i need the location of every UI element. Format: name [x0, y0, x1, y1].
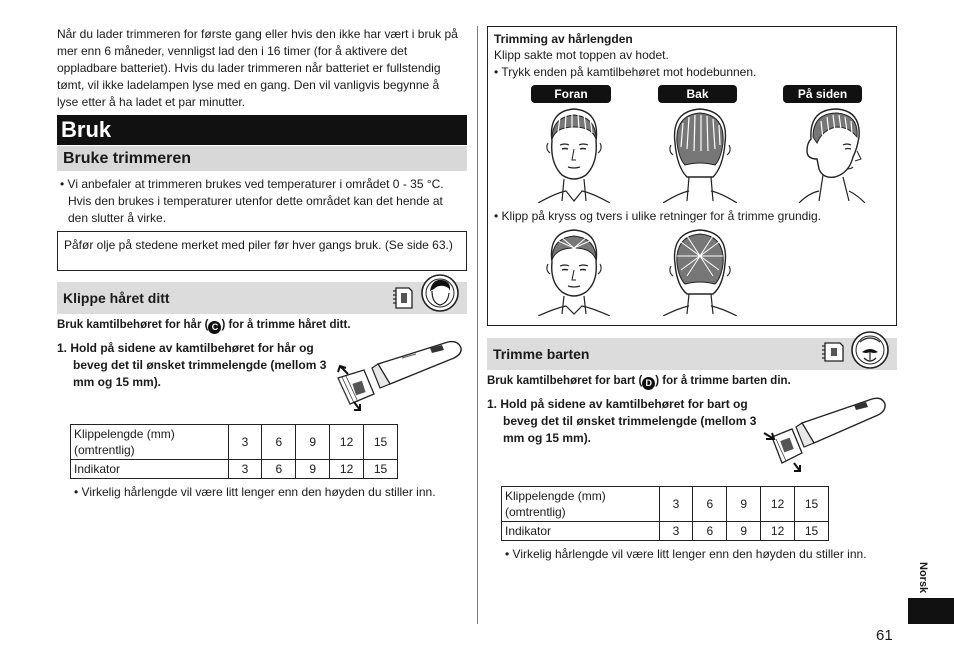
temperature-note: • Vi anbefaler at trimmeren brukes ved temperaturer i området 0 - 35 °C. Hvis den brukes i temperaturer utenfor dette området kan det hende at den slutter å virke.: [60, 177, 444, 225]
temperature-note-text: Vi anbefaler at trimmeren brukes ved temperaturer i området 0 - 35 °C. Hvis den brukes i temperaturer utenfor dette området kan det hende at den slutter å virke.: [67, 177, 444, 225]
beard-step-1: 1. Hold på sidene av kamtilbehøret for bart og beveg det til ønsket trimmelengde (mellom 3 mm og 15 mm).: [487, 397, 757, 445]
beard-length-table: [501, 486, 829, 541]
hair-instruction: [57, 318, 467, 334]
label-front: Foran: [531, 85, 611, 103]
trimming-line-2: • Trykk enden på kamtilbehøret mot hodebunnen.: [494, 65, 757, 79]
badge-d-icon: D: [642, 377, 655, 390]
beard-instruction: [487, 374, 897, 390]
table-cell: 6: [262, 425, 296, 460]
head-back-illustration: [663, 103, 737, 203]
hair-trimmer-illustration: [330, 338, 465, 418]
table-row-label: Indikator: [502, 522, 660, 541]
hair-footnote: • Virkelig hårlengde vil være litt lenger enn den høyden du stiller inn.: [74, 485, 436, 499]
table-cell: 9: [296, 425, 330, 460]
head-cross-back-illustration: [663, 226, 737, 316]
trimming-title: Trimming av hårlengden: [494, 32, 633, 46]
table-cell: 9: [727, 487, 761, 522]
table-row: [502, 522, 829, 541]
trimming-line-3: • Klipp på kryss og tvers i ulike retninger for å trimme grundig.: [494, 209, 822, 223]
beard-face-icon: [848, 330, 892, 370]
hair-footnote-text: Virkelig hårlengde vil være litt lenger enn den høyden du stiller inn.: [81, 485, 436, 499]
head-front-illustration: [538, 103, 610, 203]
beard-section-title-text: Trimme barten: [493, 346, 590, 362]
table-cell: 12: [330, 425, 364, 460]
oil-note-box: [57, 231, 467, 271]
head-cross-front-illustration: [538, 226, 610, 316]
trimming-line-2-text: Trykk enden på kamtilbehøret mot hodebunnen.: [501, 65, 757, 79]
hair-step-1: 1. Hold på sidene av kamtilbehøret for hår og beveg det til ønsket trimmelengde (mellom 3 mm og 15 mm).: [57, 341, 327, 389]
page-number: 61: [876, 627, 893, 644]
beard-instruction-post: ) for å trimme barten din.: [655, 375, 791, 387]
table-cell: 12: [761, 522, 795, 541]
hair-section-title-text: Klippe håret ditt: [63, 290, 170, 306]
language-tab-label: Norsk: [917, 562, 929, 594]
table-cell: 3: [228, 425, 262, 460]
table-cell: 15: [364, 425, 398, 460]
badge-c-icon: C: [208, 321, 221, 334]
table-row-label: Indikator: [71, 460, 229, 479]
trimming-line-3-text: Klipp på kryss og tvers i ulike retninger for å trimme grundig.: [501, 209, 822, 223]
table-cell: 12: [330, 460, 364, 479]
table-cell: 9: [727, 522, 761, 541]
hair-instruction-pre: Bruk kamtilbehøret for hår (: [57, 319, 209, 331]
hair-instruction-post: ) for å trimme håret ditt.: [221, 319, 351, 331]
table-cell: 3: [659, 522, 693, 541]
table-cell: 12: [761, 487, 795, 522]
beard-footnote: • Virkelig hårlengde vil være litt lenger enn den høyden du stiller inn.: [505, 547, 867, 561]
intro-paragraph: Når du lader trimmeren for første gang eller hvis den ikke har vært i bruk på mer enn 6 måneder, vennligst lad den i 16 timer (for å aktivere det oppladbare batteriet). Hvis du lader trimmeren når batteriet er fullstendig tømt, vil ikke ladelampen lyse med en gang. Den vil vanligvis begynne å lyse etter å ha ladet et par minutter.: [57, 27, 458, 109]
table-cell: 15: [364, 460, 398, 479]
subsection-title: Bruke trimmeren: [57, 146, 467, 171]
oil-note-text: Påfør olje på stedene merket med piler før hver gangs bruk. (Se side 63.): [64, 238, 453, 252]
label-back: Bak: [658, 85, 737, 103]
beard-trimmer-illustration: [762, 393, 890, 475]
beard-footnote-text: Virkelig hårlengde vil være litt lenger enn den høyden du stiller inn.: [512, 547, 867, 561]
table-cell: 3: [228, 460, 262, 479]
language-tab-marker: [908, 598, 954, 624]
beard-comb-icon: [822, 340, 846, 364]
table-row-label: Klippelengde (mm) (omtrentlig): [71, 425, 229, 460]
table-cell: 9: [296, 460, 330, 479]
table-cell: 6: [693, 487, 727, 522]
hair-length-table: [70, 424, 398, 479]
table-cell: 15: [795, 487, 829, 522]
table-row: [71, 425, 398, 460]
column-divider: [477, 26, 478, 624]
table-cell: 3: [659, 487, 693, 522]
table-cell: 15: [795, 522, 829, 541]
label-side: På siden: [783, 85, 862, 103]
trimming-line-1: Klipp sakte mot toppen av hodet.: [494, 48, 669, 62]
table-cell: 6: [262, 460, 296, 479]
hair-comb-icon: [393, 285, 415, 311]
section-title: Bruk: [57, 115, 467, 145]
table-row: [71, 460, 398, 479]
table-row: [502, 487, 829, 522]
head-side-illustration: [793, 103, 867, 203]
table-row-label: Klippelengde (mm) (omtrentlig): [502, 487, 660, 522]
beard-instruction-pre: Bruk kamtilbehøret for bart (: [487, 375, 643, 387]
table-cell: 6: [693, 522, 727, 541]
head-silhouette-icon: [418, 273, 462, 313]
